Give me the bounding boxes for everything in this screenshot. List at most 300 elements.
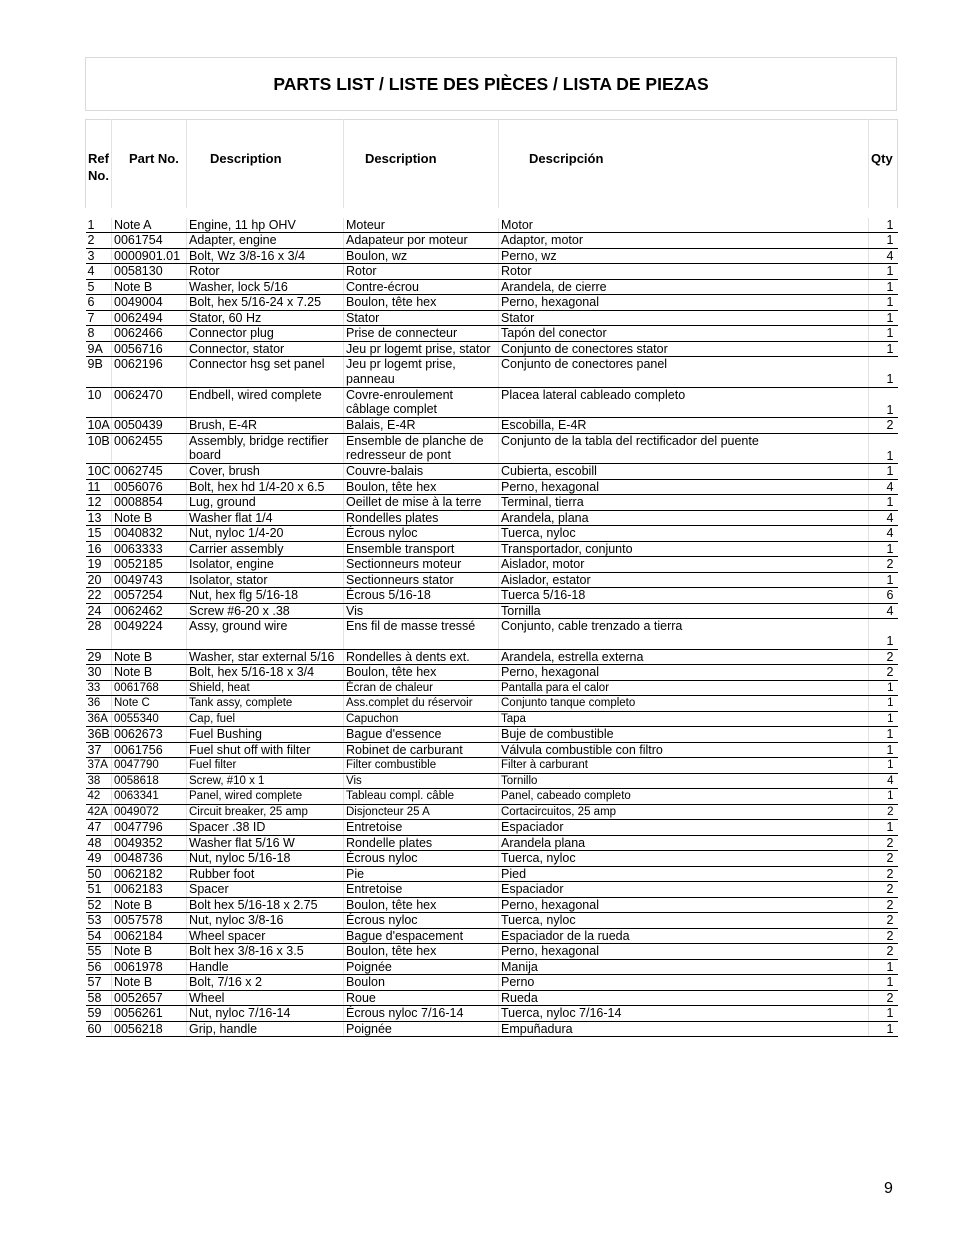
- row-desc-en: Connector hsg set panel: [187, 357, 344, 388]
- row-desc-en: Rotor: [187, 264, 344, 280]
- row-desc-fr: Roue: [344, 990, 499, 1006]
- row-part-no: 0062466: [112, 326, 187, 342]
- row-desc-fr: Entretoise: [344, 820, 499, 836]
- row-desc-es: Perno, wz: [499, 248, 869, 264]
- row-desc-fr: Rondelle plates: [344, 835, 499, 851]
- row-desc-en: Bolt, Wz 3/8-16 x 3/4: [187, 248, 344, 264]
- table-row: [86, 387, 898, 418]
- row-desc-es: Tuerca, nyloc: [499, 851, 869, 867]
- row-part-no: 0049743: [112, 572, 187, 588]
- row-desc-fr: Stator: [344, 310, 499, 326]
- row-desc-fr: Couvre-balais: [344, 464, 499, 480]
- row-part-no: 0062673: [112, 727, 187, 743]
- row-desc-es: Cubierta, escobill: [499, 464, 869, 480]
- row-desc-es: Arandela, plana: [499, 510, 869, 526]
- row-desc-en: Engine, 11 hp OHV: [187, 218, 344, 233]
- row-part-no: 0000901.01: [112, 248, 187, 264]
- row-desc-en: Screw, #10 x 1: [187, 773, 344, 789]
- table-row: [86, 218, 898, 233]
- header-part: Part No.: [112, 120, 187, 208]
- row-qty: 4: [869, 479, 898, 495]
- row-desc-fr: Écran de chaleur: [344, 680, 499, 696]
- row-desc-fr: Pie: [344, 866, 499, 882]
- row-desc-es: Panel, cabeado completo: [499, 789, 869, 805]
- row-part-no: 0062455: [112, 433, 187, 464]
- row-desc-es: Conjunto tanque completo: [499, 696, 869, 712]
- header-desc-fr: Description: [344, 120, 499, 208]
- row-desc-en: Isolator, engine: [187, 557, 344, 573]
- table-row: [86, 495, 898, 511]
- row-desc-es: Perno, hexagonal: [499, 295, 869, 311]
- row-part-no: 0048736: [112, 851, 187, 867]
- row-desc-es: Pied: [499, 866, 869, 882]
- row-desc-fr: Rotor: [344, 264, 499, 280]
- row-qty: 6: [869, 588, 898, 604]
- row-part-no: 0052185: [112, 557, 187, 573]
- row-part-no: 0057254: [112, 588, 187, 604]
- row-desc-en: Washer flat 1/4: [187, 510, 344, 526]
- row-desc-en: Handle: [187, 959, 344, 975]
- row-part-no: Note B: [112, 279, 187, 295]
- row-desc-en: Circuit breaker, 25 amp: [187, 804, 344, 820]
- row-desc-en: Bolt, hex 5/16-18 x 3/4: [187, 665, 344, 681]
- row-qty: 2: [869, 944, 898, 960]
- row-qty: 2: [869, 649, 898, 665]
- row-part-no: 0061754: [112, 233, 187, 249]
- row-part-no: 0061756: [112, 742, 187, 758]
- row-qty: 2: [869, 882, 898, 898]
- row-desc-es: Perno: [499, 975, 869, 991]
- row-desc-en: Connector plug: [187, 326, 344, 342]
- row-desc-fr: Poignée: [344, 1021, 499, 1037]
- table-row: [86, 959, 898, 975]
- row-desc-es: Pantalla para el calor: [499, 680, 869, 696]
- row-part-no: 0049004: [112, 295, 187, 311]
- row-part-no: 0050439: [112, 418, 187, 434]
- row-part-no: 0057578: [112, 913, 187, 929]
- row-desc-fr: Filter combustible: [344, 758, 499, 774]
- table-row: [86, 541, 898, 557]
- header-desc-en: Description: [187, 120, 344, 208]
- title-box: [85, 57, 897, 111]
- table-row: [86, 804, 898, 820]
- row-desc-fr: Poignée: [344, 959, 499, 975]
- row-desc-en: Washer flat 5/16 W: [187, 835, 344, 851]
- row-qty: 2: [869, 897, 898, 913]
- row-qty: 2: [869, 851, 898, 867]
- row-desc-en: Adapter, engine: [187, 233, 344, 249]
- row-desc-fr: Rondelles à dents ext.: [344, 649, 499, 665]
- row-ref: 57: [86, 975, 112, 991]
- row-part-no: 0062183: [112, 882, 187, 898]
- row-desc-es: Tuerca, nyloc: [499, 526, 869, 542]
- row-ref: 53: [86, 913, 112, 929]
- header-ref: Ref No.: [86, 120, 112, 208]
- row-desc-en: Bolt hex 3/8-16 x 3.5: [187, 944, 344, 960]
- row-desc-fr: Robinet de carburant: [344, 742, 499, 758]
- table-row: [86, 510, 898, 526]
- row-desc-fr: Vis: [344, 603, 499, 619]
- row-part-no: 0063333: [112, 541, 187, 557]
- row-desc-es: Perno, hexagonal: [499, 897, 869, 913]
- row-part-no: 0049224: [112, 619, 187, 650]
- row-desc-es: Arandela, de cierre: [499, 279, 869, 295]
- row-desc-fr: Ass.complet du réservoir: [344, 696, 499, 712]
- row-part-no: 0058130: [112, 264, 187, 280]
- row-ref: 16: [86, 541, 112, 557]
- row-desc-fr: Boulon, tête hex: [344, 295, 499, 311]
- row-ref: 42A: [86, 804, 112, 820]
- table-row: [86, 680, 898, 696]
- table-row: [86, 326, 898, 342]
- row-desc-es: Adaptor, motor: [499, 233, 869, 249]
- row-desc-es: Transportador, conjunto: [499, 541, 869, 557]
- table-row: [86, 758, 898, 774]
- row-ref: 36: [86, 696, 112, 712]
- row-ref: 5: [86, 279, 112, 295]
- row-desc-fr: Jeu pr logemt prise, panneau: [344, 357, 499, 388]
- row-desc-es: Aislador, estator: [499, 572, 869, 588]
- row-desc-en: Assembly, bridge rectifier board: [187, 433, 344, 464]
- row-qty: 4: [869, 510, 898, 526]
- row-ref: 36A: [86, 711, 112, 727]
- row-ref: 37: [86, 742, 112, 758]
- row-part-no: 0063341: [112, 789, 187, 805]
- row-part-no: 0058618: [112, 773, 187, 789]
- row-ref: 10B: [86, 433, 112, 464]
- row-desc-es: Válvula combustible con filtro: [499, 742, 869, 758]
- table-row: [86, 851, 898, 867]
- row-desc-en: Nut, nyloc 1/4-20: [187, 526, 344, 542]
- row-qty: 1: [869, 820, 898, 836]
- row-qty: 1: [869, 727, 898, 743]
- row-desc-fr: Boulon, wz: [344, 248, 499, 264]
- row-desc-fr: Boulon, tête hex: [344, 479, 499, 495]
- row-desc-fr: Bague d'espacement: [344, 928, 499, 944]
- table-row: [86, 742, 898, 758]
- row-part-no: Note B: [112, 897, 187, 913]
- row-qty: 1: [869, 495, 898, 511]
- row-part-no: 0062494: [112, 310, 187, 326]
- row-desc-es: Perno, hexagonal: [499, 665, 869, 681]
- row-part-no: Note B: [112, 975, 187, 991]
- row-qty: 1: [869, 310, 898, 326]
- row-ref: 11: [86, 479, 112, 495]
- row-ref: 19: [86, 557, 112, 573]
- row-desc-fr: Sectionneurs moteur: [344, 557, 499, 573]
- row-ref: 49: [86, 851, 112, 867]
- row-qty: 1: [869, 326, 898, 342]
- row-qty: 1: [869, 959, 898, 975]
- row-desc-es: Cortacircuitos, 25 amp: [499, 804, 869, 820]
- row-desc-en: Washer, lock 5/16: [187, 279, 344, 295]
- row-ref: 59: [86, 1006, 112, 1022]
- table-row: [86, 526, 898, 542]
- row-ref: 33: [86, 680, 112, 696]
- table-row: [86, 928, 898, 944]
- row-ref: 10A: [87, 418, 110, 432]
- row-desc-fr: Balais, E-4R: [344, 418, 499, 434]
- row-part-no: Note A: [112, 218, 187, 233]
- row-part-no: 0062182: [112, 866, 187, 882]
- table-row: [86, 975, 898, 991]
- row-qty: 4: [869, 248, 898, 264]
- row-part-no: 0052657: [112, 990, 187, 1006]
- row-ref: 12: [86, 495, 112, 511]
- table-row: [86, 264, 898, 280]
- row-qty: 1: [869, 264, 898, 280]
- table-row: [86, 773, 898, 789]
- row-ref: 28: [86, 619, 112, 650]
- row-desc-fr: Jeu pr logemt prise, stator: [344, 341, 499, 357]
- row-qty: 1: [869, 696, 898, 712]
- row-part-no: 0047790: [112, 758, 187, 774]
- table-row: [86, 479, 898, 495]
- row-part-no: Note B: [112, 510, 187, 526]
- row-qty: 1: [869, 464, 898, 480]
- row-desc-es: Filter à carburant: [499, 758, 869, 774]
- row-desc-fr: Boulon, tête hex: [344, 944, 499, 960]
- row-ref: 51: [86, 882, 112, 898]
- row-part-no: 0062184: [112, 928, 187, 944]
- row-desc-fr: Sectionneurs stator: [344, 572, 499, 588]
- table-header-row: [86, 120, 898, 208]
- row-qty: 1: [869, 218, 898, 233]
- row-qty: 1: [869, 233, 898, 249]
- row-desc-fr: Vis: [344, 773, 499, 789]
- row-desc-fr: Tableau compl. câble: [344, 789, 499, 805]
- row-desc-en: Fuel filter: [187, 758, 344, 774]
- row-desc-es: Espaciador: [499, 882, 869, 898]
- row-part-no: Note B: [112, 944, 187, 960]
- row-part-no: Note B: [112, 665, 187, 681]
- row-desc-en: Grip, handle: [187, 1021, 344, 1037]
- table-row: [86, 711, 898, 727]
- row-ref: 36B: [87, 727, 110, 741]
- row-desc-es: Stator: [499, 310, 869, 326]
- row-desc-fr: Écrous nyloc: [344, 526, 499, 542]
- row-desc-en: Shield, heat: [187, 680, 344, 696]
- row-desc-es: Tuerca, nyloc 7/16-14: [499, 1006, 869, 1022]
- row-desc-fr: Écrous nyloc: [344, 913, 499, 929]
- row-desc-es: Tuerca 5/16-18: [499, 588, 869, 604]
- row-qty: 1: [869, 433, 898, 464]
- row-desc-fr: Oeillet de mise à la terre: [344, 495, 499, 511]
- table-row: [86, 1021, 898, 1037]
- table-row: [86, 665, 898, 681]
- table-row: [86, 990, 898, 1006]
- row-desc-fr: Ens fil de masse tressé: [344, 619, 499, 650]
- row-desc-es: Aislador, motor: [499, 557, 869, 573]
- header-qty: Qty: [869, 120, 898, 208]
- row-desc-en: Bolt, hex hd 1/4-20 x 6.5: [187, 479, 344, 495]
- row-desc-es: Conjunto de conectores stator: [499, 341, 869, 357]
- row-part-no: Note B: [112, 649, 187, 665]
- row-desc-en: Wheel: [187, 990, 344, 1006]
- row-ref: 42: [86, 789, 112, 805]
- row-desc-es: Conjunto, cable trenzado a tierra: [499, 619, 869, 650]
- row-ref: 3: [86, 248, 112, 264]
- row-desc-en: Lug, ground: [187, 495, 344, 511]
- table-row: [86, 820, 898, 836]
- row-desc-es: Perno, hexagonal: [499, 479, 869, 495]
- row-desc-en: Tank assy, complete: [187, 696, 344, 712]
- row-desc-en: Rubber foot: [187, 866, 344, 882]
- row-qty: 1: [869, 572, 898, 588]
- row-part-no: 0062462: [112, 603, 187, 619]
- row-desc-en: Carrier assembly: [187, 541, 344, 557]
- row-ref: 2: [86, 233, 112, 249]
- row-desc-en: Nut, nyloc 3/8-16: [187, 913, 344, 929]
- row-ref: 4: [86, 264, 112, 280]
- row-qty: 1: [869, 541, 898, 557]
- row-desc-en: Spacer: [187, 882, 344, 898]
- table-row: [86, 588, 898, 604]
- table-row: [86, 557, 898, 573]
- table-row: [86, 1006, 898, 1022]
- row-qty: 1: [869, 789, 898, 805]
- row-desc-es: Manija: [499, 959, 869, 975]
- row-desc-es: Tornilla: [499, 603, 869, 619]
- header-desc-es: Descripción: [499, 120, 869, 208]
- table-row: [86, 727, 898, 743]
- row-desc-fr: Ensemble transport: [344, 541, 499, 557]
- row-ref: 9B: [86, 357, 112, 388]
- row-desc-es: Rueda: [499, 990, 869, 1006]
- row-desc-en: Bolt, hex 5/16-24 x 7.25: [187, 295, 344, 311]
- row-desc-es: Tapa: [499, 711, 869, 727]
- row-desc-fr: Écrous nyloc: [344, 851, 499, 867]
- row-desc-fr: Rondelles plates: [344, 510, 499, 526]
- page-title: PARTS LIST / LISTE DES PIÈCES / LISTA DE PIEZAS: [273, 74, 709, 94]
- row-desc-fr: Covre-enroulement câblage complet: [344, 387, 499, 418]
- row-desc-en: Nut, nyloc 5/16-18: [187, 851, 344, 867]
- row-desc-fr: Prise de connecteur: [344, 326, 499, 342]
- row-qty: 1: [869, 975, 898, 991]
- row-part-no: 0056218: [112, 1021, 187, 1037]
- row-desc-es: Arandela, estrella externa: [499, 649, 869, 665]
- row-qty: 1: [869, 711, 898, 727]
- table-row: [86, 944, 898, 960]
- row-desc-es: Conjunto de la tabla del rectificador del puente: [499, 433, 869, 464]
- row-desc-fr: Entretoise: [344, 882, 499, 898]
- row-desc-fr: Capuchon: [344, 711, 499, 727]
- row-desc-en: Cover, brush: [187, 464, 344, 480]
- table-row: [86, 882, 898, 898]
- parts-body: [86, 208, 898, 1037]
- row-ref: 47: [86, 820, 112, 836]
- row-desc-fr: Boulon, tête hex: [344, 665, 499, 681]
- table-row: [86, 464, 898, 480]
- row-qty: 4: [869, 603, 898, 619]
- row-desc-en: Nut, nyloc 7/16-14: [187, 1006, 344, 1022]
- row-ref: 37A: [86, 758, 112, 774]
- row-desc-es: Tornillo: [499, 773, 869, 789]
- row-desc-es: Tapón del conector: [499, 326, 869, 342]
- row-qty: 1: [869, 341, 898, 357]
- row-desc-fr: Boulon, tête hex: [344, 897, 499, 913]
- row-ref: 58: [86, 990, 112, 1006]
- spacer-row: [86, 208, 898, 218]
- row-part-no: 0049352: [112, 835, 187, 851]
- row-part-no: 0062470: [112, 387, 187, 418]
- row-desc-es: Conjunto de conectores panel: [499, 357, 869, 388]
- row-desc-fr: Écrous nyloc 7/16-14: [344, 1006, 499, 1022]
- row-desc-en: Isolator, stator: [187, 572, 344, 588]
- table-row: [86, 603, 898, 619]
- row-desc-en: Wheel spacer: [187, 928, 344, 944]
- row-qty: 1: [869, 357, 898, 388]
- row-ref: 56: [86, 959, 112, 975]
- row-desc-fr: Bague d'essence: [344, 727, 499, 743]
- table-row: [86, 233, 898, 249]
- row-desc-en: Connector, stator: [187, 341, 344, 357]
- row-desc-es: Buje de combustible: [499, 727, 869, 743]
- row-desc-en: Endbell, wired complete: [187, 387, 344, 418]
- row-ref: 24: [86, 603, 112, 619]
- row-desc-en: Screw #6-20 x .38: [187, 603, 344, 619]
- row-qty: 4: [869, 526, 898, 542]
- row-ref: 50: [86, 866, 112, 882]
- row-part-no: 0062196: [112, 357, 187, 388]
- row-ref: 1: [86, 218, 112, 233]
- row-desc-fr: Adapateur por moteur: [344, 233, 499, 249]
- table-row: [86, 341, 898, 357]
- row-desc-es: Rotor: [499, 264, 869, 280]
- row-qty: 1: [869, 387, 898, 418]
- row-desc-es: Motor: [499, 218, 869, 233]
- row-desc-en: Fuel shut off with filter: [187, 742, 344, 758]
- row-ref: 13: [86, 510, 112, 526]
- table-row: [86, 433, 898, 464]
- row-qty: 2: [869, 990, 898, 1006]
- row-qty: 1: [869, 295, 898, 311]
- row-part-no: 0056716: [112, 341, 187, 357]
- row-part-no: Note C: [112, 696, 187, 712]
- row-ref: 38: [86, 773, 112, 789]
- table-row: [86, 619, 898, 650]
- row-qty: 1: [869, 742, 898, 758]
- row-ref: 8: [86, 326, 112, 342]
- row-desc-fr: Moteur: [344, 218, 499, 233]
- row-ref: 9A: [86, 341, 112, 357]
- row-desc-es: Espaciador de la rueda: [499, 928, 869, 944]
- row-ref: 6: [86, 295, 112, 311]
- table-row: [86, 789, 898, 805]
- row-qty: 2: [869, 665, 898, 681]
- row-desc-es: Tuerca, nyloc: [499, 913, 869, 929]
- row-part-no: 0008854: [112, 495, 187, 511]
- row-qty: 2: [869, 418, 898, 434]
- row-qty: 1: [869, 279, 898, 295]
- row-qty: 2: [869, 928, 898, 944]
- table-row: [86, 248, 898, 264]
- row-part-no: 0055340: [112, 711, 187, 727]
- row-ref: 54: [86, 928, 112, 944]
- table-row: [86, 279, 898, 295]
- row-part-no: 0062745: [112, 464, 187, 480]
- row-desc-es: Empuñadura: [499, 1021, 869, 1037]
- row-desc-en: Brush, E-4R: [187, 418, 344, 434]
- table-row: [86, 310, 898, 326]
- row-qty: 1: [869, 1021, 898, 1037]
- row-part-no: 0040832: [112, 526, 187, 542]
- table-row: [86, 835, 898, 851]
- parts-table: [85, 119, 898, 1037]
- row-qty: 1: [869, 1006, 898, 1022]
- row-desc-en: Fuel Bushing: [187, 727, 344, 743]
- table-row: [86, 295, 898, 311]
